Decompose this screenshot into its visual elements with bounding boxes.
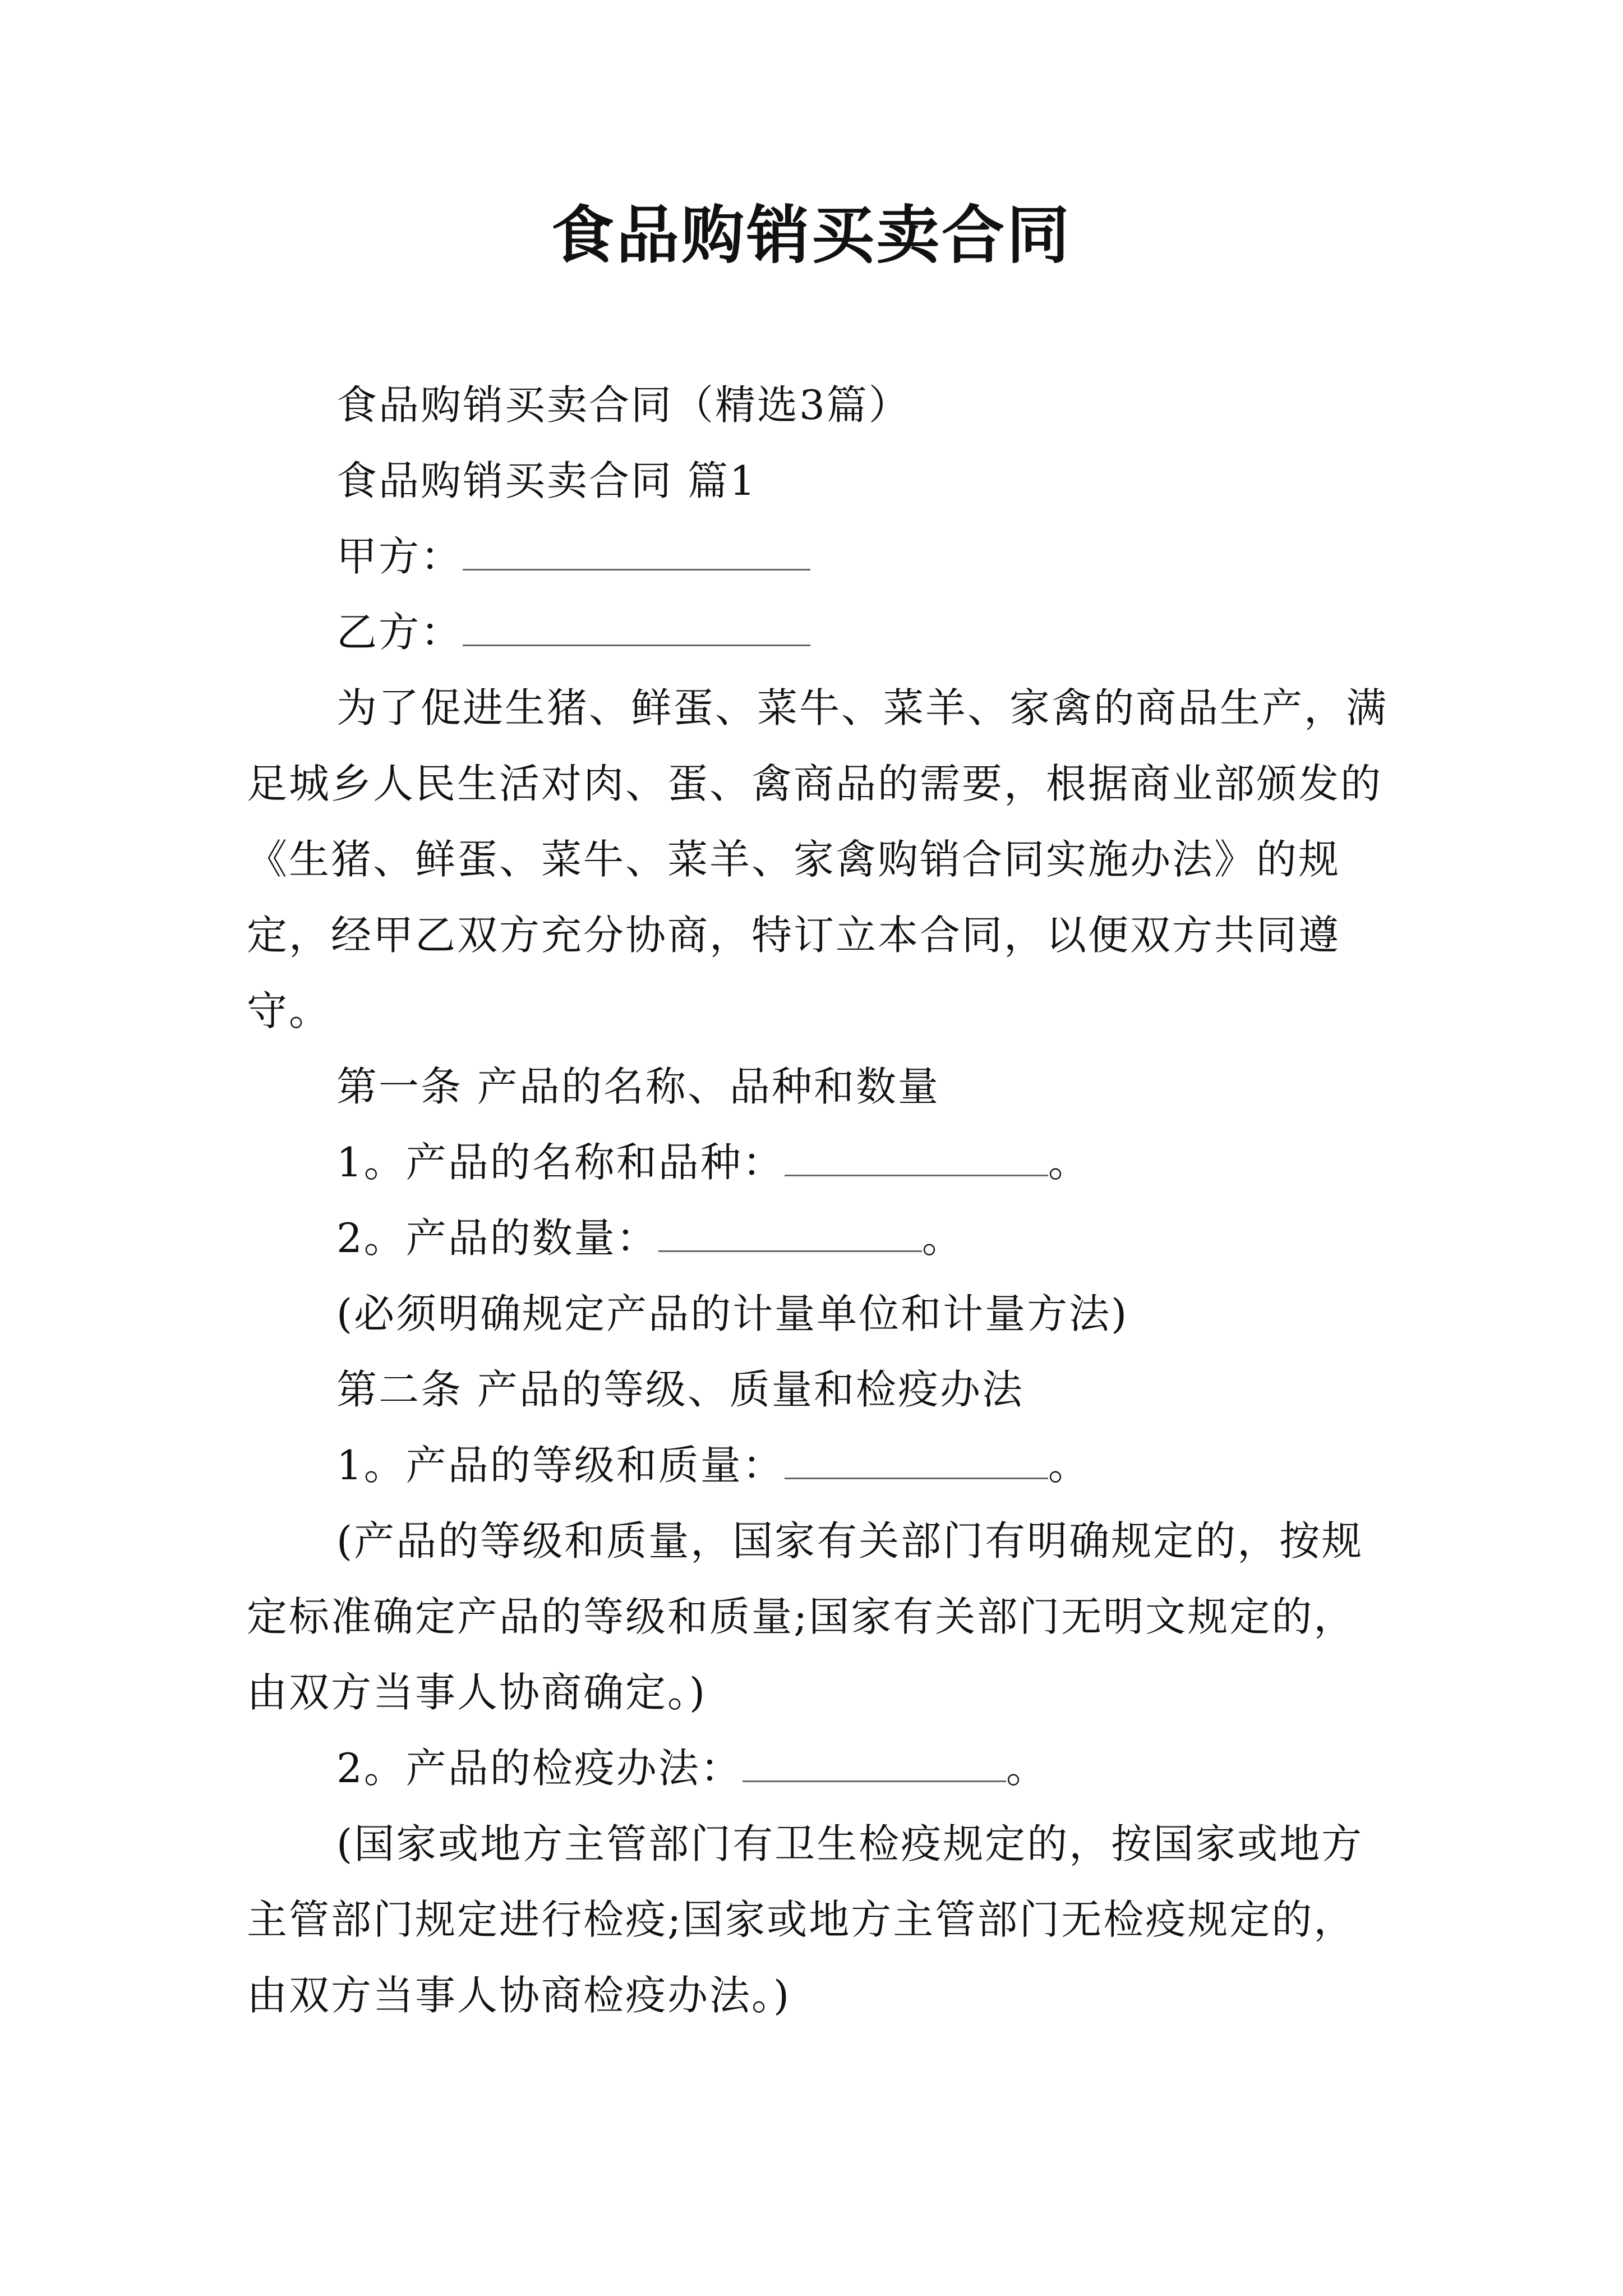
item-period: 。 (921, 1214, 964, 1262)
name-variety-blank (785, 1137, 1048, 1176)
party-a-line (247, 519, 1391, 595)
item-label: 2。产品的数量： (336, 1214, 658, 1262)
article-1-note: (必须明确规定产品的计量单位和计量方法) (336, 1290, 1129, 1337)
part-heading: 食品购销买卖合同 篇1 (336, 457, 757, 504)
article-2-item-1-note: (产品的等级和质量，国家有关部门有明确规定的，按规定标准确定产品的等级和质量;国家有关部门无明文规定的，由双方当事人协商确定。) (247, 1517, 1364, 1716)
item-label: 1。产品的名称和品种： (336, 1139, 785, 1186)
grade-quality-blank (785, 1439, 1048, 1479)
article-1-item-1 (247, 1125, 1391, 1200)
item-label: 2。产品的检疫办法： (336, 1745, 743, 1792)
quarantine-blank (743, 1742, 1006, 1782)
article-2-item-1 (247, 1428, 1391, 1503)
item-period: 。 (1048, 1442, 1090, 1489)
item-label: 1。产品的等级和质量： (336, 1442, 785, 1489)
article-2-item-2 (247, 1731, 1391, 1806)
item-period: 。 (1006, 1745, 1048, 1792)
party-b-blank (463, 606, 810, 646)
party-b-label: 乙方： (336, 609, 463, 656)
article-2-heading: 第二条 产品的等级、质量和检疫办法 (336, 1366, 1024, 1413)
party-b-line (247, 595, 1391, 670)
article-1-heading: 第一条 产品的名称、品种和数量 (336, 1063, 940, 1110)
document-title: 食品购销买卖合同 (551, 199, 1072, 272)
article-1-item-2 (247, 1200, 1391, 1276)
article-2-item-2-note: (国家或地方主管部门有卫生检疫规定的，按国家或地方主管部门规定进行检疫;国家或地方主管部门无检疫规定的，由双方当事人协商检疫办法。) (247, 1820, 1364, 2019)
party-a-blank (463, 531, 810, 570)
item-period: 。 (1048, 1139, 1090, 1186)
party-a-label: 甲方： (336, 533, 463, 580)
intro-paragraph: 为了促进生猪、鲜蛋、菜牛、菜羊、家禽的商品生产，满足城乡人民生活对肉、蛋、禽商品的需要，根据商业部颁发的《生猪、鲜蛋、菜牛、菜羊、家禽购销合同实施办法》的规定，经甲乙双方充分协商，特订立本合同，以便双方共同遵守。 (247, 684, 1389, 1034)
subtitle: 食品购销买卖合同（精选3篇） (336, 381, 911, 429)
document-body (247, 367, 1391, 2033)
quantity-blank (658, 1212, 922, 1252)
